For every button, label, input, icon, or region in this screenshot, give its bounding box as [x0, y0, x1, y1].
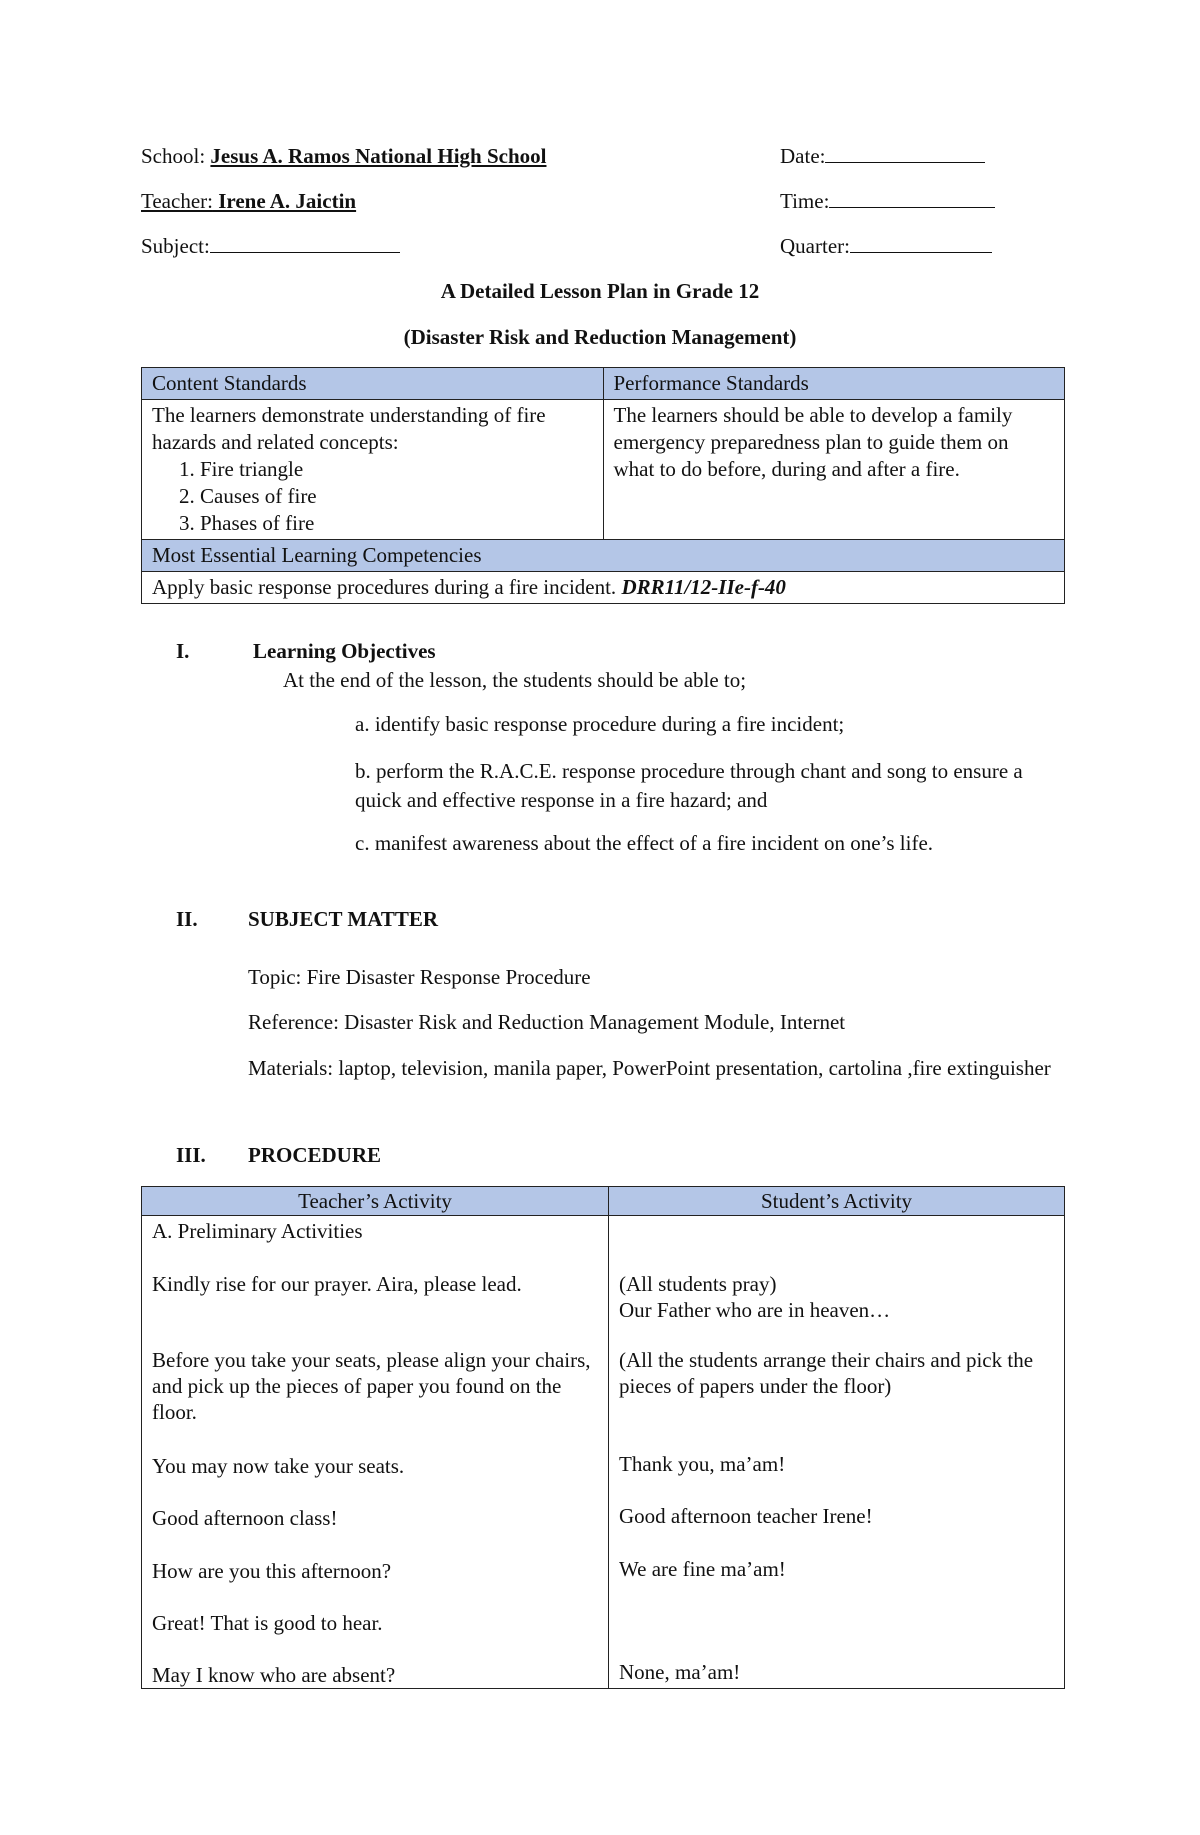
objectives-numeral: I. — [176, 639, 190, 663]
materials-line: Materials: laptop, television, manila paper, PowerPoint presentation, cartolina ,fire extinguisher — [248, 1056, 1051, 1080]
objectives-heading: Learning Objectives — [253, 639, 436, 663]
topic-line: Topic: Fire Disaster Response Procedure — [248, 965, 591, 989]
performance-standards-cell: The learners should be able to develop a family emergency preparedness plan to guide them on what to do before, during and after a fire. — [603, 400, 1065, 540]
melc-code: DRR11/12-IIe-f-40 — [621, 575, 786, 599]
procedure-body-row — [142, 1216, 1065, 1689]
student-line: We are fine ma’am! — [619, 1557, 786, 1581]
student-line: None, ma’am! — [619, 1660, 741, 1684]
time-field — [780, 189, 995, 214]
student-line: Good afternoon teacher Irene! — [619, 1504, 873, 1528]
content-standard-item: 2. Causes of fire — [200, 483, 579, 510]
standards-body-row — [142, 400, 1065, 540]
school-field — [141, 144, 546, 169]
teacher-line: Kindly rise for our prayer. Aira, please lead. — [152, 1272, 522, 1296]
content-standards-cell — [142, 400, 604, 540]
student-activity-header: Student’s Activity — [609, 1187, 1065, 1216]
content-standards-header: Content Standards — [142, 368, 604, 400]
school-label: School: — [141, 144, 206, 168]
teacher-field — [141, 189, 356, 214]
teacher-line: A. Preliminary Activities — [152, 1219, 363, 1243]
subject-field — [141, 234, 400, 259]
content-standard-item: 1. Fire triangle — [200, 456, 579, 483]
teacher-line: You may now take your seats. — [152, 1454, 405, 1478]
student-activity-cell — [609, 1216, 1065, 1689]
melc-header: Most Essential Learning Competencies — [142, 540, 1065, 572]
quarter-label: Quarter: — [780, 234, 850, 258]
reference-line: Reference: Disaster Risk and Reduction Management Module, Internet — [248, 1010, 846, 1034]
standards-table — [141, 367, 1065, 604]
content-standards-text: The learners demonstrate understanding of fire hazards and related concepts: — [152, 403, 546, 454]
teacher-line: Good afternoon class! — [152, 1506, 338, 1530]
melc-header-row — [142, 540, 1065, 572]
subject-matter-heading: SUBJECT MATTER — [248, 907, 439, 931]
teacher-value: Irene A. Jaictin — [212, 189, 357, 213]
procedure-header-row — [142, 1187, 1065, 1216]
time-blank — [829, 191, 995, 208]
content-standard-item: 3. Phases of fire — [200, 510, 579, 537]
subject-matter-numeral: II. — [176, 907, 198, 931]
teacher-line: How are you this afternoon? — [152, 1559, 392, 1583]
procedure-heading: PROCEDURE — [248, 1143, 382, 1167]
date-label: Date: — [780, 144, 826, 168]
subject-label: Subject: — [141, 234, 210, 258]
student-line: (All the students arrange their chairs and pick the pieces of papers under the floor) — [619, 1348, 1034, 1398]
date-field — [780, 144, 985, 169]
melc-cell — [142, 572, 1065, 604]
plan-subtitle: (Disaster Risk and Reduction Management) — [403, 325, 797, 349]
procedure-numeral: III. — [176, 1143, 206, 1167]
subject-blank — [210, 236, 400, 253]
school-value: Jesus A. Ramos National High School — [210, 144, 547, 168]
student-line: (All students pray) — [619, 1272, 777, 1296]
teacher-label: Teacher: — [141, 189, 213, 213]
melc-text: Apply basic response procedures during a fire incident. — [152, 575, 622, 599]
objective-item: c. manifest awareness about the effect of a fire incident on one’s life. — [355, 831, 934, 855]
teacher-activity-cell — [142, 1216, 609, 1689]
quarter-field — [780, 234, 992, 259]
student-line: Thank you, ma’am! — [619, 1452, 786, 1476]
plan-title: A Detailed Lesson Plan in Grade 12 — [440, 279, 760, 303]
teacher-line: May I know who are absent? — [152, 1663, 396, 1687]
teacher-line: Great! That is good to hear. — [152, 1611, 383, 1635]
standards-header-row — [142, 368, 1065, 400]
melc-row — [142, 572, 1065, 604]
performance-standards-header: Performance Standards — [603, 368, 1065, 400]
student-line: Our Father who are in heaven… — [619, 1298, 891, 1322]
time-label: Time: — [780, 189, 830, 213]
objective-item: b. perform the R.A.C.E. response procedure through chant and song to ensure a quick and effective response in a fire hazard; and — [355, 759, 1023, 812]
quarter-blank — [850, 236, 992, 253]
objective-item: a. identify basic response procedure during a fire incident; — [355, 712, 845, 736]
objectives-intro: At the end of the lesson, the students should be able to; — [283, 668, 747, 692]
procedure-table — [141, 1186, 1065, 1689]
date-blank — [825, 146, 985, 163]
content-standards-list — [152, 456, 579, 537]
teacher-line: Before you take your seats, please align your chairs, and pick up the pieces of paper you found on the floor. — [152, 1348, 591, 1424]
teacher-activity-header: Teacher’s Activity — [142, 1187, 609, 1216]
